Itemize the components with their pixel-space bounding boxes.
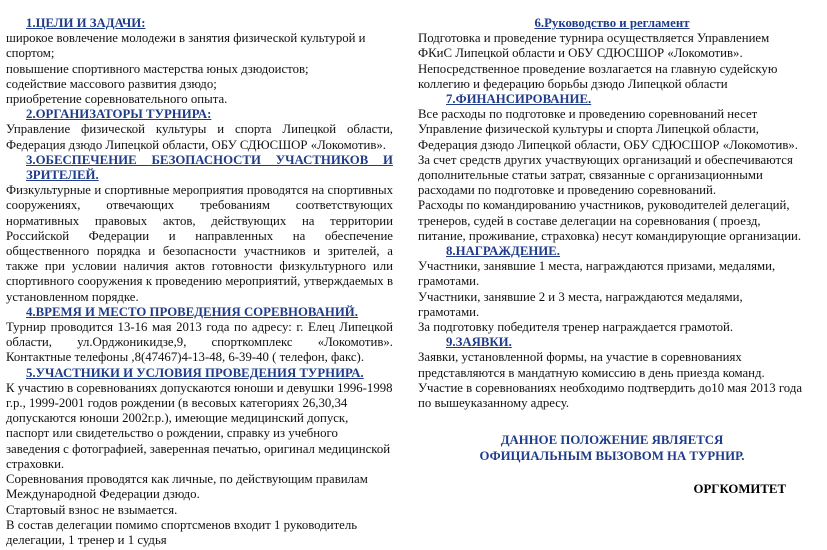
left-column <box>6 16 393 548</box>
right-column <box>418 16 806 498</box>
management-text: Подготовка и проведение турнира осуществляется Управлением ФКиС Липецкой области и ОБУ СДЮСШОР «Локомотив». Непосредственное проведение возлагается на главную судейскую коллегию и федерацию борьбы дзюдо Липецкой области <box>418 31 778 91</box>
awards-text: Участники, занявшие 1 места, награждаются призами, медалями, грамотами. <box>418 259 776 289</box>
delegation-text: В состав делегации помимо спортсменов входит 1 руководитель делегации, 1 тренер и 1 судья <box>6 517 358 547</box>
section-7-heading: 7.ФИНАНСИРОВАНИЕ. <box>446 92 592 107</box>
goal-item-2: повышение спортивного мастерства юных дзюдоистов; <box>6 61 309 76</box>
participants-text: К участию в соревнованиях допускаются юноши и девушки 1996-1998 г.р., 1999-2001 годов рождении (в весовых категориях 26,30,34 допускаются юноши 2002г.р.), имеющие медицинский допуск, паспорт или свидетельство о рождении, справку из учебного заведения с фотографией, заверенная печатью, оригинал медицинской страховки. <box>6 380 393 471</box>
organizing-committee-signature: ОРГКОМИТЕТ <box>693 482 786 497</box>
goal-item-3: содействие массового развития дзюдо; <box>6 76 217 91</box>
section-2-heading: 2.ОРГАНИЗАТОРЫ ТУРНИРА: <box>26 107 212 122</box>
awards-text-2: Участники, занявшие 2 и 3 места, награждаются медалями, грамотами. <box>418 289 743 319</box>
financing-text: Все расходы по подготовке и проведению соревнований несет Управление физической культуры и спорта Липецкой области, Федерация дзюдо Липецкой области, ОБУ СДЮСШОР «Локомотив». <box>418 107 798 152</box>
section-9-heading: 9.ЗАЯВКИ. <box>446 335 512 350</box>
section-1-heading: 1.ЦЕЛИ И ЗАДАЧИ: <box>26 16 146 30</box>
financing-text-2: За счет средств других участвующих организаций и обеспечиваются дополнительные статьи затрат, связанные с организационными расходами по подготовке и проведению соревнований. <box>418 152 793 198</box>
section-8-heading: 8.НАГРАЖДЕНИЕ. <box>446 244 560 259</box>
section-5-heading: 5.УЧАСТНИКИ И УСЛОВИЯ ПРОВЕДЕНИЯ ТУРНИРА. <box>26 365 364 380</box>
fee-text: Стартовый взнос не взымается. <box>6 502 178 517</box>
goal-item-4: приобретение соревновательного опыта. <box>6 92 228 107</box>
official-notice-line-2: ОФИЦИАЛЬНЫМ ВЫЗОВОМ НА ТУРНИР. <box>479 448 745 463</box>
applications-text: Заявки, установленной формы, на участие в соревнованиях представляются в мандатную комиссию в день приезда команд. Участие в соревнованиях необходимо подтвердить до10 мая 2013 года по вышеуказанному адресу. <box>418 350 803 411</box>
safety-text: Физкультурные и спортивные мероприятия проводятся на спортивных сооружениях, отвечающих требованиям соответствующих нормативных правовых актов, действующих на территории Российской Федерации и направленных на обеспечение общественного порядка и безопасности участников и зрителей, а также при условии наличия актов готовности физкультурного или спортивного сооружения к проведению мероприятий, утверждаемых в установленном порядке. <box>6 183 393 304</box>
rules-text: Соревнования проводятся как личные, по действующим правилам Международной Федерации дзюдо. <box>6 472 368 502</box>
organizers-text: Управление физической культуры и спорта Липецкой области, Федерация дзюдо Липецкой области, ОБУ СДЮСШОР «Локомотив». <box>6 122 393 152</box>
section-4-heading: 4.ВРЕМЯ И МЕСТО ПРОВЕДЕНИЯ СОРЕВНОВАНИЙ. <box>26 304 358 319</box>
goal-item-1: широкое вовлечение молодежи в занятия физической культурой и спортом; <box>6 31 366 61</box>
time-place-text: Турнир проводится 13-16 мая 2013 года по адресу: г. Елец Липецкой области, ул.Орджоникидзе,9, спорткомплекс «Локомотив». Контактные телефоны ,8(47467)4-13-48, 6-39-40 ( телефон, факс). <box>6 320 393 365</box>
awards-text-3: За подготовку победителя тренер награждается грамотой. <box>418 320 734 335</box>
official-notice-line-1: ДАННОЕ ПОЛОЖЕНИЕ ЯВЛЯЕТСЯ <box>500 433 724 448</box>
section-6-heading: 6.Руководство и регламент <box>534 16 690 30</box>
section-3-heading: 3.ОБЕСПЕЧЕНИЕ БЕЗОПАСНОСТИ УЧАСТНИКОВ И ЗРИТЕЛЕЙ. <box>26 152 393 183</box>
financing-text-3: Расходы по командированию участников, руководителей делегаций, тренеров, судей в составе делегации на соревнования ( проезд, питание, проживание, страховка) несут командирующие организации. <box>418 198 802 243</box>
